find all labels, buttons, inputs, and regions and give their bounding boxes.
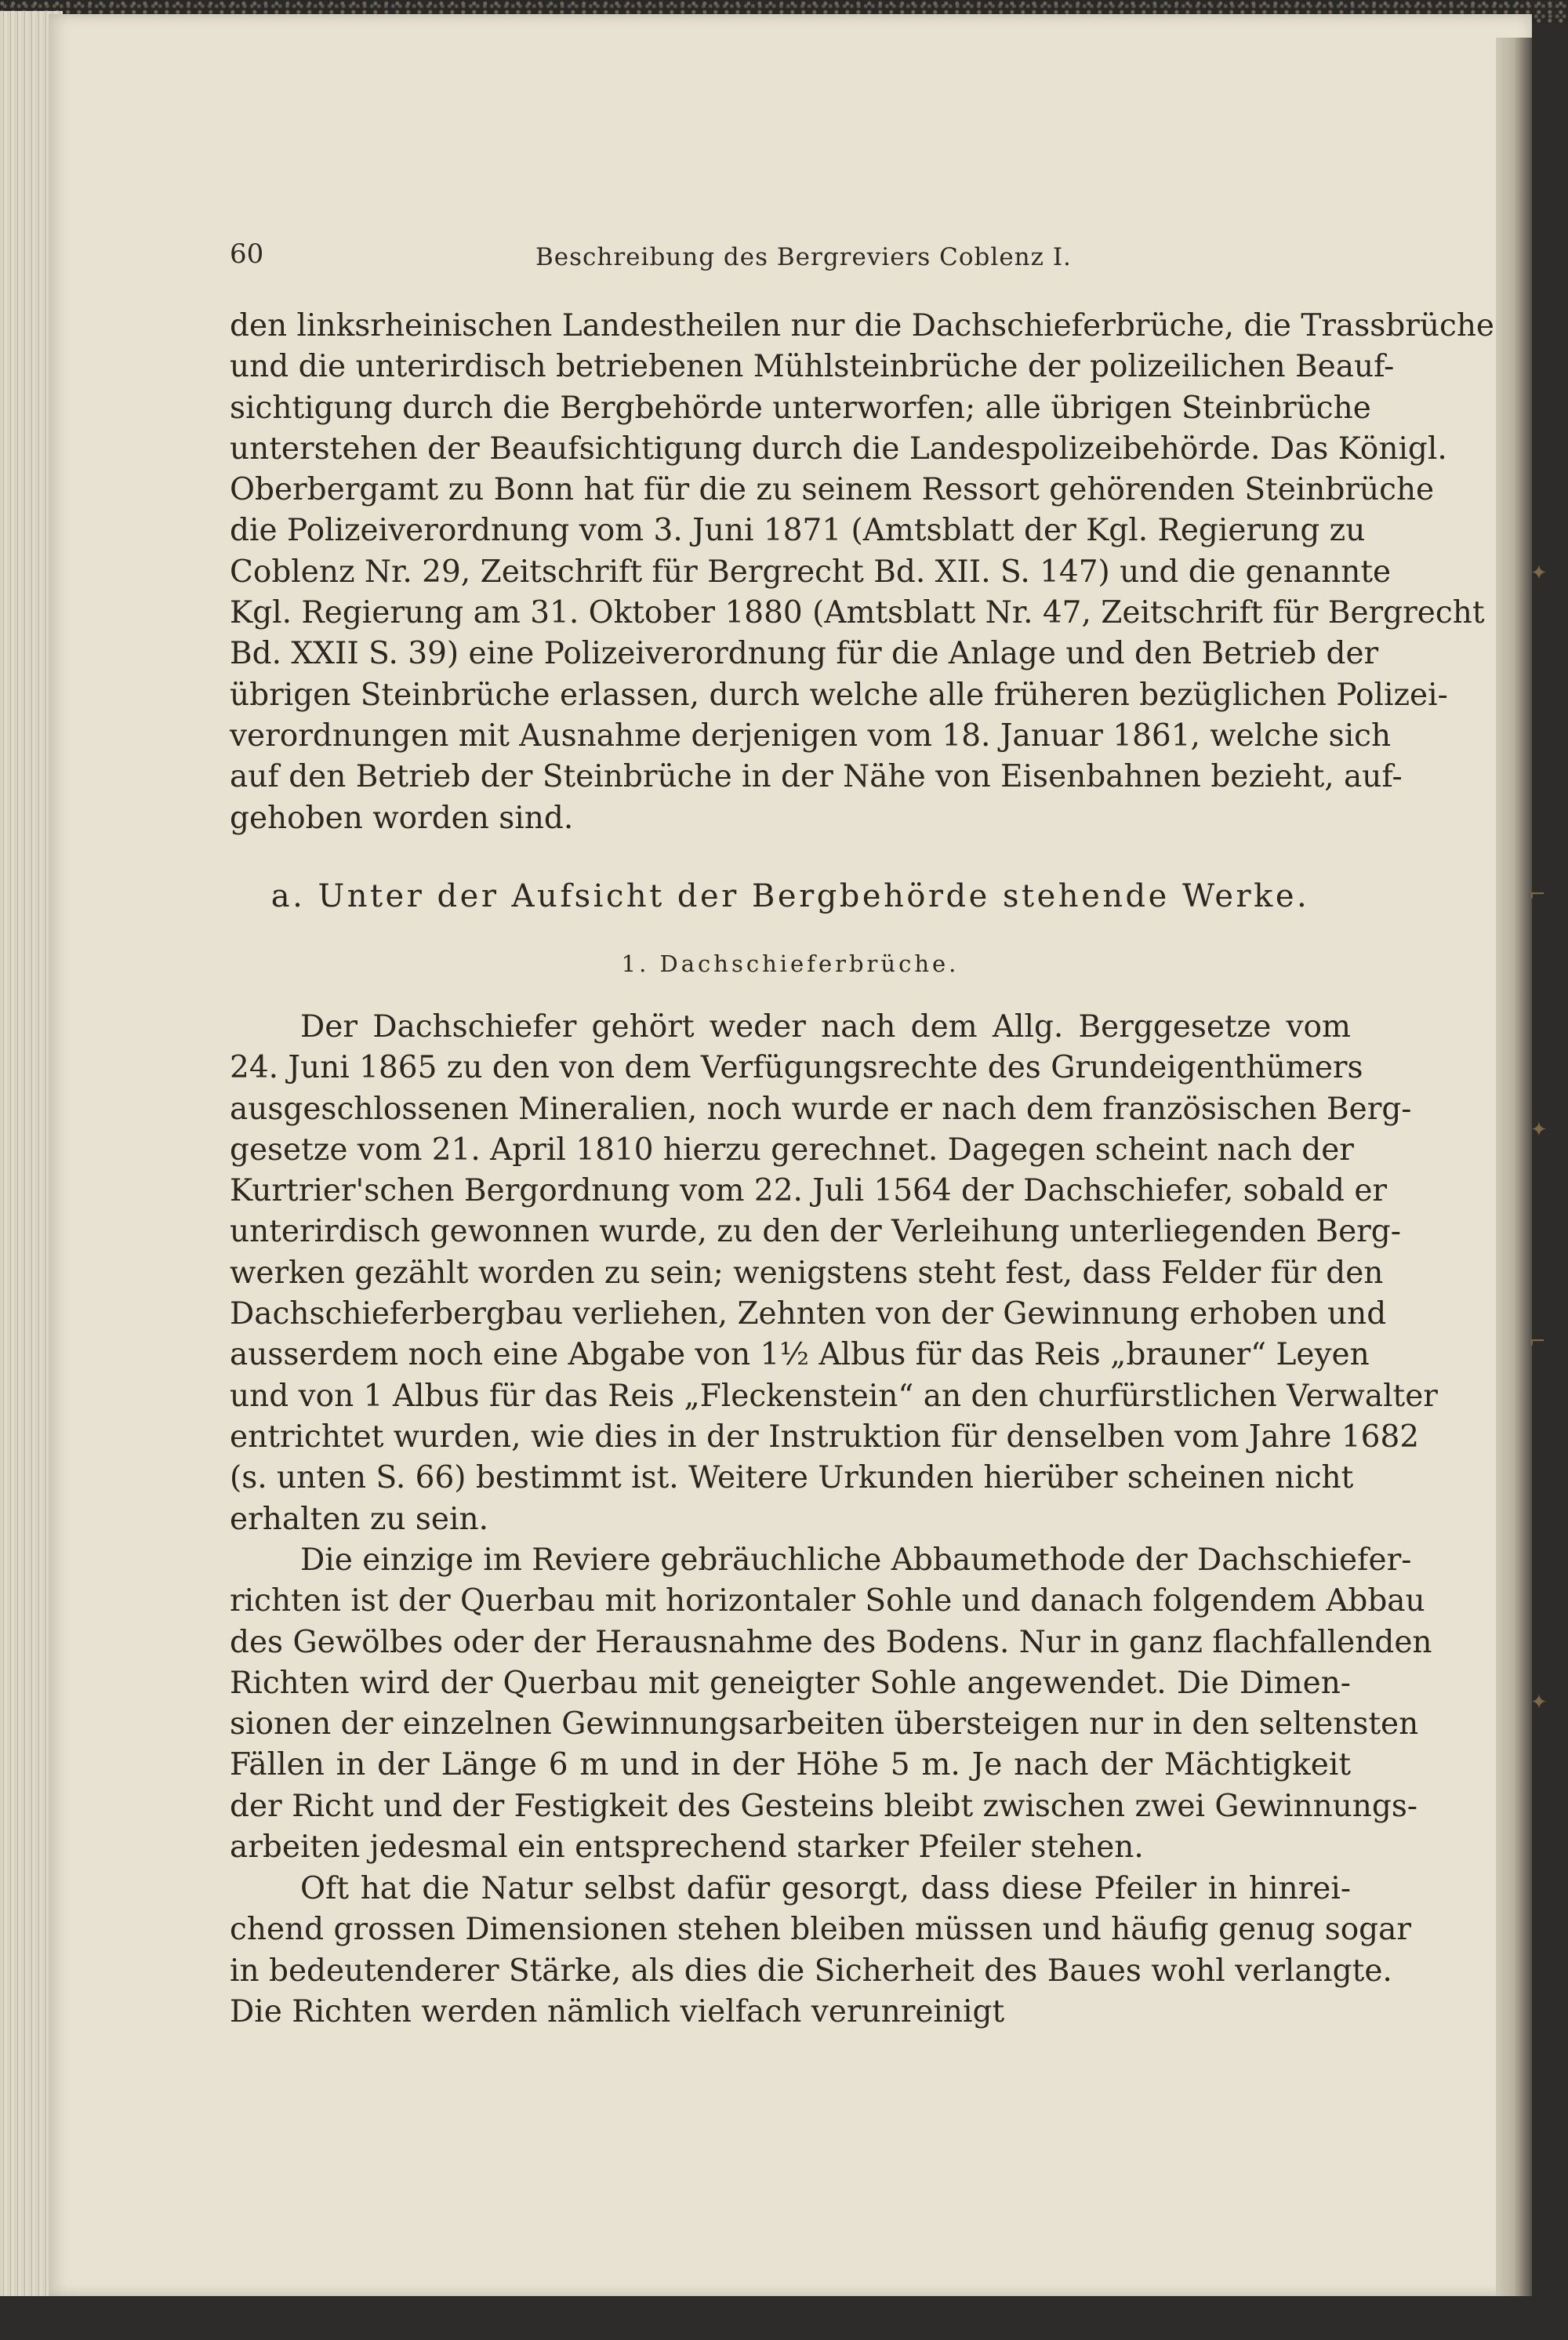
text-line: Dachschieferbergbau verliehen, Zehnten von der Gewinnung erhoben und [230, 1296, 1387, 1332]
right-page-edge [1496, 38, 1532, 2312]
margin-mark: ✦ [1530, 1118, 1548, 1142]
running-title: Beschreibung des Bergreviers Coblenz I. [535, 243, 1072, 271]
margin-mark: ⌐ [1529, 1330, 1546, 1353]
text-line: die Polizeiverordnung vom 3. Juni 1871 (Amtsblatt der Kgl. Regierung zu [230, 513, 1366, 549]
text-line: sichtigung durch die Bergbehörde unterworfen; alle übrigen Steinbrüche [230, 390, 1371, 426]
text-line: den linksrheinischen Landestheilen nur die Dachschieferbrüche, die Trassbrüche [230, 308, 1495, 343]
text-line: unterirdisch gewonnen wurde, zu den der Verleihung unterliegenden Berg- [230, 1214, 1401, 1250]
text-line: gehoben worden sind. [230, 800, 574, 836]
text-line: gesetze vom 21. April 1810 hierzu gerechnet. Dagegen scheint nach der [230, 1132, 1354, 1168]
text-line: ausgeschlossenen Mineralien, noch wurde er nach dem französischen Berg- [230, 1091, 1412, 1127]
text-line: ausserdem noch eine Abgabe von 1½ Albus für das Reis „brauner“ Leyen [230, 1337, 1370, 1373]
text-line: chend grossen Dimensionen stehen bleiben müssen und häufig genug sogar [230, 1912, 1412, 1948]
margin-mark: ✦ [1530, 1691, 1548, 1714]
text-line: Richten wird der Querbau mit geneigter Sohle angewendet. Die Dimen- [230, 1665, 1351, 1701]
text-line: verordnungen mit Ausnahme derjenigen vom 18. Januar 1861, welche sich [230, 718, 1392, 754]
text-line: unterstehen der Beaufsichtigung durch die Landespolizeibehörde. Das Königl. [230, 431, 1447, 467]
running-head [230, 235, 1351, 274]
text-line: übrigen Steinbrüche erlassen, durch welche alle früheren bezüglichen Polizei- [230, 677, 1448, 713]
text-line: Oberbergamt zu Bonn hat für die zu seinem Ressort gehörenden Steinbrüche [230, 472, 1435, 508]
section-heading: a. Unter der Aufsicht der Bergbehörde stehende Werke. [270, 878, 1310, 914]
text-line: Bd. XXII S. 39) eine Polizeiverordnung für die Anlage und den Betrieb der [230, 636, 1379, 672]
margin-mark: ⌐ [1529, 883, 1546, 907]
text-line: Die Richten werden nämlich vielfach verunreinigt [230, 1993, 1005, 2029]
text-line: Coblenz Nr. 29, Zeitschrift für Bergrecht Bd. XII. S. 147) und die genannte [230, 554, 1392, 590]
text-line: erhalten zu sein. [230, 1501, 488, 1537]
text-line: Kurtrier'schen Bergordnung vom 22. Juli 1564 der Dachschiefer, sobald er [230, 1173, 1388, 1209]
intro-paragraph [230, 306, 1495, 839]
text-line: sionen der einzelnen Gewinnungsarbeiten übersteigen nur in den seltensten [230, 1706, 1419, 1742]
paragraph-pfeiler [230, 1869, 1412, 2033]
text-line: (s. unten S. 66) bestimmt ist. Weitere Urkunden hierüber scheinen nicht [230, 1460, 1354, 1496]
text-line: Fällen in der Länge 6 m und in der Höhe 5 m. Je nach der Mächtigkeit [230, 1747, 1351, 1783]
text-line: und die unterirdisch betriebenen Mühlsteinbrüche der polizeilichen Beauf- [230, 349, 1395, 385]
text-line: 24. Juni 1865 zu den von dem Verfügungsrechte des Grundeigenthümers [230, 1050, 1363, 1086]
subsection-heading: 1. Dachschieferbrüche. [621, 950, 960, 977]
text-line: entrichtet wurden, wie dies in der Instruktion für denselben vom Jahre 1682 [230, 1419, 1420, 1455]
text-line: werken gezählt worden zu sein; wenigstens steht fest, dass Felder für den [230, 1255, 1384, 1291]
page-number: 60 [230, 238, 264, 270]
text-line: auf den Betrieb der Steinbrüche in der Nähe von Eisenbahnen bezieht, auf- [230, 759, 1403, 795]
text-line: arbeiten jedesmal ein entsprechend starker Pfeiler stehen. [230, 1829, 1144, 1866]
text-line: richten ist der Querbau mit horizontaler Sohle und danach folgendem Abbau [230, 1583, 1425, 1619]
scan-background [0, 2296, 1568, 2340]
text-line: Kgl. Regierung am 31. Oktober 1880 (Amtsblatt Nr. 47, Zeitschrift für Bergrecht [230, 595, 1485, 631]
paragraph-dachschiefer [230, 1007, 1438, 1540]
text-line: Oft hat die Natur selbst dafür gesorgt, dass diese Pfeiler in hinrei- [300, 1871, 1351, 1906]
text-line: Der Dachschiefer gehört weder nach dem Allg. Berggesetze vom [300, 1009, 1351, 1045]
text-line: in bedeutenderer Stärke, als dies die Sicherheit des Baues wohl verlangte. [230, 1953, 1392, 1989]
text-line: Die einzige im Reviere gebräuchliche Abbaumethode der Dachschiefer- [300, 1542, 1412, 1578]
margin-mark: ✦ [1530, 561, 1548, 585]
paragraph-abbaumethode [230, 1540, 1432, 1868]
text-line: und von 1 Albus für das Reis „Fleckenstein“ an den churfürstlichen Verwalter [230, 1378, 1438, 1414]
text-line: des Gewölbes oder der Herausnahme des Bodens. Nur in ganz flachfallenden [230, 1624, 1432, 1660]
text-line: der Richt und der Festigkeit des Gesteins bleibt zwischen zwei Gewinnungs- [230, 1788, 1418, 1824]
